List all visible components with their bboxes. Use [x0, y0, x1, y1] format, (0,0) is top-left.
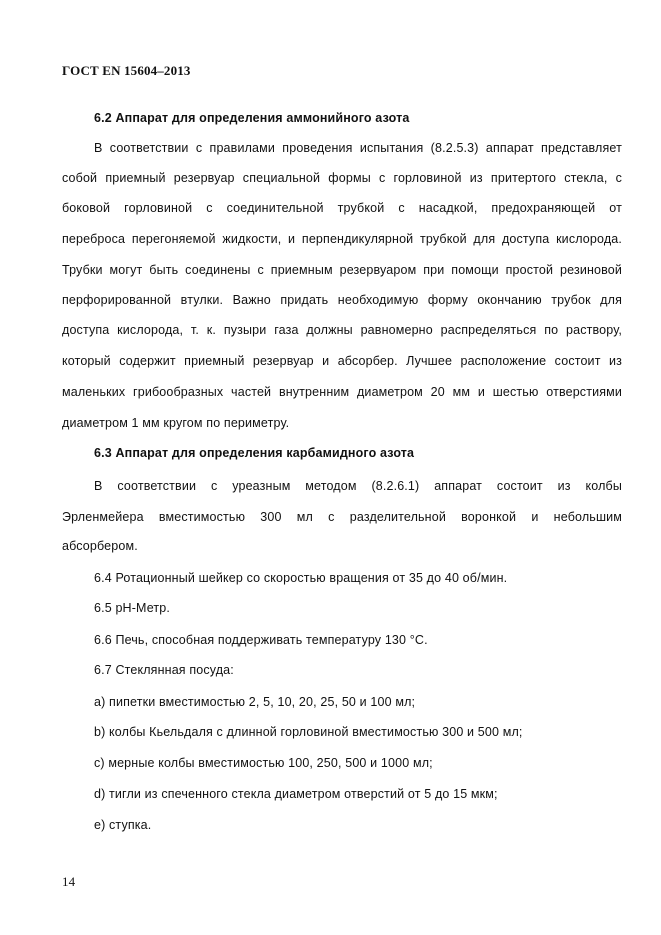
paragraph-line: маленьких грибообразных частей внутренним диаметром 20 мм и шестью отверстиями [62, 385, 622, 399]
paragraph-line: который содержит приемный резервуар и абсорбер. Лучшее расположение состоит из [62, 354, 622, 368]
paragraph-line: диаметром 1 мм кругом по периметру. [62, 416, 290, 430]
paragraph-line: собой приемный резервуар специальной формы с горловиной из притертого стекла, с [62, 171, 622, 185]
item-6-7: 6.7 Стеклянная посуда: [94, 663, 234, 677]
section-heading-6-3: 6.3 Аппарат для определения карбамидного азота [94, 446, 415, 460]
paragraph-line: В соответствии с уреазным методом (8.2.6.1) аппарат состоит из колбы [94, 479, 622, 493]
item-6-5: 6.5 pH-Метр. [94, 601, 171, 615]
paragraph-line: В соответствии с правилами проведения испытания (8.2.5.3) аппарат представляет [94, 141, 622, 155]
section-heading-6-2: 6.2 Аппарат для определения аммонийного азота [94, 111, 410, 125]
item-6-4: 6.4 Ротационный шейкер со скоростью вращения от 35 до 40 об/мин. [94, 571, 508, 585]
paragraph-line: доступа кислорода, т. к. пузыри газа должны равномерно распределяться по раствору, [62, 323, 622, 337]
document-header: ГОСТ EN 15604–2013 [62, 63, 191, 78]
list-item-c: c) мерные колбы вместимостью 100, 250, 500 и 1000 мл; [94, 756, 433, 770]
list-item-b: b) колбы Кьельдаля с длинной горловиной вместимостью 300 и 500 мл; [94, 725, 523, 739]
list-item-a: a) пипетки вместимостью 2, 5, 10, 20, 25, 50 и 100 мл; [94, 695, 416, 709]
paragraph-line: перфорированной втулки. Важно придать необходимую форму окончанию трубок для [62, 293, 622, 307]
page-number: 14 [62, 874, 76, 889]
paragraph-line: боковой горловиной с соединительной трубкой с насадкой, предохраняющей от [62, 201, 622, 215]
paragraph-line: Эрленмейера вместимостью 300 мл с разделительной воронкой и небольшим [62, 510, 622, 524]
paragraph-line: переброса перегоняемой жидкости, и перпендикулярной трубкой для доступа кислорода. [62, 232, 622, 246]
paragraph-line: Трубки могут быть соединены с приемным резервуаром при помощи простой резиновой [62, 263, 622, 277]
list-item-d: d) тигли из спеченного стекла диаметром отверстий от 5 до 15 мкм; [94, 787, 498, 801]
paragraph-line: абсорбером. [62, 539, 138, 553]
item-6-6: 6.6 Печь, способная поддерживать температуру 130 °С. [94, 633, 428, 647]
list-item-e: e) ступка. [94, 818, 152, 832]
